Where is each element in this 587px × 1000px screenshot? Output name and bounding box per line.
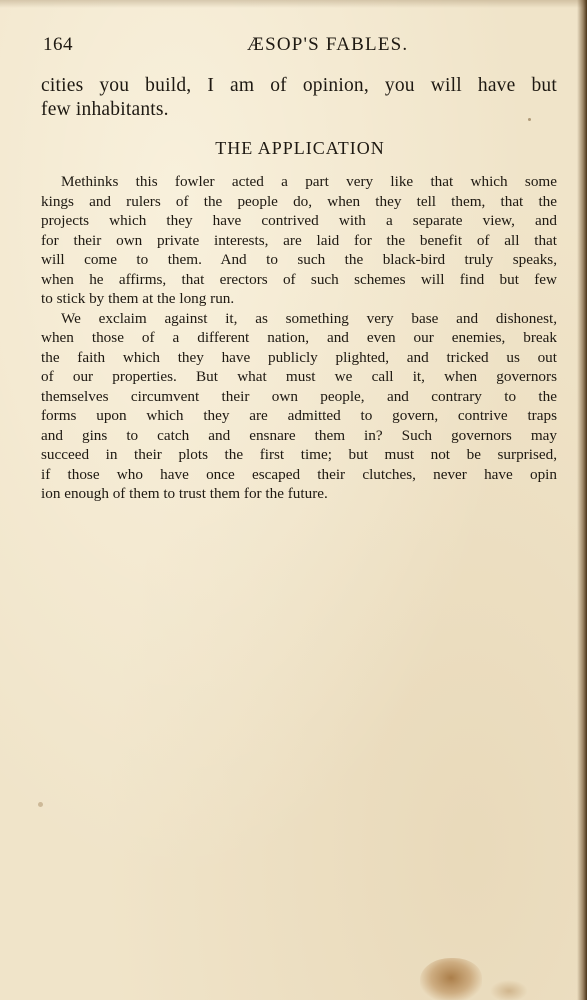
- text-line: succeed in their plots the first time; but must not be surprised,: [41, 446, 557, 463]
- page-number: 164: [43, 34, 73, 55]
- text-line: few inhabitants.: [41, 99, 169, 120]
- text-line: themselves circumvent their own people, and contrary to the: [41, 387, 557, 405]
- section-heading: THE APPLICATION: [215, 138, 385, 158]
- text-line: Methinks this fowler acted a part very like that which some: [61, 173, 557, 190]
- foxing-stain: [420, 958, 482, 1000]
- text-line: We exclaim against it, as something very base and dishonest,: [61, 309, 557, 327]
- text-line: kings and rulers of the people do, when they tell them, that the: [41, 192, 557, 210]
- foxing-stain-small: [490, 980, 528, 1000]
- running-header: [43, 34, 555, 58]
- text-line: if those who have once escaped their clutches, never have opin: [41, 465, 557, 483]
- text-line: will come to them. And to such the black-bird truly speaks,: [41, 251, 557, 268]
- text-line: forms upon which they are admitted to govern, contrive traps: [41, 407, 557, 424]
- text-line: when those of a different nation, and even our enemies, break: [41, 329, 557, 346]
- text-line: projects which they have contrived with a separate view, and: [41, 212, 557, 229]
- text-line: cities you build, I am of opinion, you will have but: [41, 75, 557, 96]
- text-line: the faith which they have publicly plighted, and tricked us out: [41, 348, 557, 366]
- text-line: to stick by them at the long run.: [41, 290, 235, 307]
- application-text: [41, 172, 557, 504]
- running-title: ÆSOP'S FABLES.: [247, 34, 409, 55]
- text-line: of our properties. But what must we call it, when governors: [41, 368, 557, 385]
- fable-continued-text: [41, 74, 557, 122]
- text-line: for their own private interests, are laid for the benefit of all that: [41, 231, 557, 249]
- text-line: when he affirms, that erectors of such schemes will find but few: [41, 270, 557, 288]
- page-top-shadow: [0, 0, 587, 8]
- paragraph: [41, 172, 557, 309]
- text-line: ion enough of them to trust them for the future.: [41, 485, 328, 502]
- paper-speck: [38, 802, 43, 807]
- text-line: and gins to catch and ensnare them in? Such governors may: [41, 426, 557, 444]
- paragraph: [41, 309, 557, 504]
